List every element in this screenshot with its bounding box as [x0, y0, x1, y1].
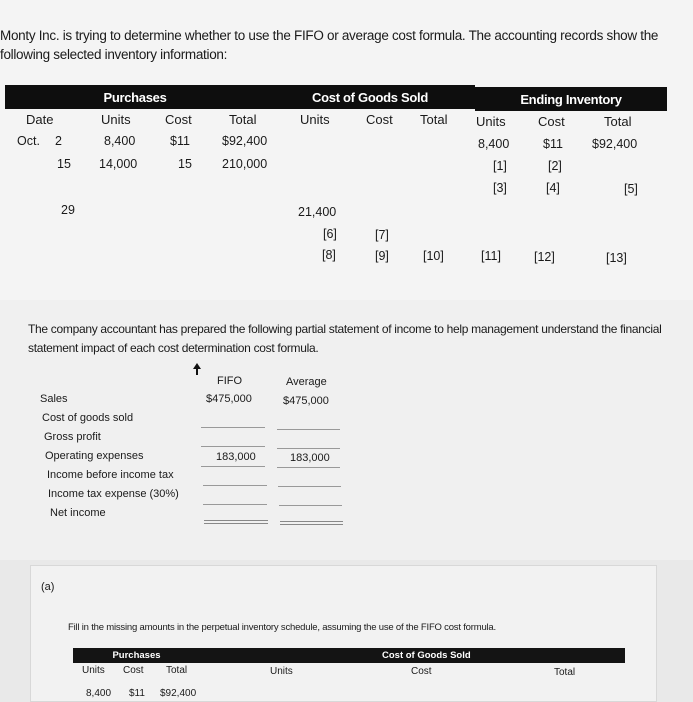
blank-5[interactable]: [5]	[624, 182, 638, 196]
gross-fifo-input[interactable]	[201, 446, 265, 447]
col-date: Date	[26, 112, 54, 127]
blank-7[interactable]: [7]	[375, 228, 389, 242]
row4-day: 29	[61, 203, 75, 217]
col-purchase-units: Units	[101, 112, 131, 127]
income-ibt-label: Income before income tax	[47, 469, 174, 481]
ibt-average-input[interactable]	[278, 486, 341, 487]
row1-p-units: 8,400	[104, 134, 136, 148]
income-sales-average: $475,000	[283, 395, 329, 407]
income-col-average: Average	[286, 376, 327, 388]
row1-e-cost: $11	[543, 137, 563, 151]
income-sales-fifo: $475,000	[206, 393, 252, 405]
net-average-input[interactable]	[280, 521, 343, 525]
col-cogs-cost: Cost	[366, 112, 393, 127]
blank-8[interactable]: [8]	[322, 248, 336, 262]
mini-row-units: 8,400	[86, 688, 112, 699]
cogs-average-input[interactable]	[277, 429, 340, 430]
tax-average-input[interactable]	[279, 505, 342, 506]
income-tax-label: Income tax expense (30%)	[48, 488, 179, 500]
ibt-fifo-input[interactable]	[203, 485, 267, 486]
row1-day: 2	[55, 134, 62, 148]
row1-month: Oct.	[17, 134, 40, 148]
income-net-label: Net income	[50, 507, 106, 519]
income-opex-average: 183,000	[290, 452, 330, 464]
cursor-arrow-icon	[192, 362, 202, 376]
mini-col-cogs-units: Units	[270, 666, 293, 677]
mini-col-units: Units	[82, 665, 105, 676]
blank-6[interactable]: [6]	[323, 227, 337, 241]
problem-intro: Monty Inc. is trying to determine whether to use the FIFO or average cost formula. The accounting records show the following selected inventory information:	[0, 28, 659, 62]
row2-day: 15	[57, 157, 71, 171]
blank-13[interactable]: [13]	[606, 251, 627, 265]
col-ending-total: Total	[604, 114, 632, 129]
mini-row-total: $92,400	[160, 688, 197, 699]
blank-10[interactable]: [10]	[423, 249, 444, 263]
blank-1[interactable]: [1]	[493, 159, 507, 173]
income-cogs-label: Cost of goods sold	[42, 412, 134, 424]
mini-cogs-header: Cost of Goods Sold	[200, 648, 625, 663]
mini-col-cogs-cost: Cost	[411, 666, 432, 677]
row4-c-units: 21,400	[298, 205, 337, 219]
blank-11[interactable]: [11]	[481, 249, 501, 263]
cogs-header: Cost of Goods Sold	[265, 85, 475, 109]
opex-average-rule	[277, 467, 340, 468]
col-cogs-units: Units	[300, 112, 330, 127]
blank-4[interactable]: [4]	[546, 181, 560, 195]
blank-9[interactable]: [9]	[375, 249, 389, 263]
col-purchase-total: Total	[229, 112, 257, 127]
row2-p-units: 14,000	[99, 157, 138, 171]
mini-row-cost: $11	[129, 688, 145, 699]
income-gross-label: Gross profit	[44, 431, 101, 443]
part-a-panel	[30, 565, 657, 702]
row1-p-total: $92,400	[222, 134, 268, 148]
mini-col-total: Total	[166, 665, 188, 676]
blank-2[interactable]: [2]	[548, 159, 562, 173]
row2-p-total: 210,000	[222, 157, 268, 171]
col-ending-units: Units	[476, 114, 506, 129]
cogs-fifo-input[interactable]	[201, 427, 265, 428]
mini-col-cost: Cost	[123, 665, 144, 676]
income-opex-label: Operating expenses	[45, 450, 144, 462]
income-sales-label: Sales	[40, 393, 68, 405]
blank-12[interactable]: [12]	[534, 250, 555, 264]
purchases-header: Purchases	[5, 85, 265, 109]
statement-intro: The company accountant has prepared the following partial statement of income to help management understand the financial statement impact of each cost determination cost formula.	[28, 322, 662, 355]
col-purchase-cost: Cost	[165, 112, 192, 127]
ending-inventory-header: Ending Inventory	[475, 87, 667, 111]
mini-col-cogs-total: Total	[554, 667, 576, 678]
row1-p-cost: $11	[170, 134, 190, 148]
row1-e-total: $92,400	[592, 137, 638, 151]
opex-fifo-rule	[201, 466, 265, 467]
tax-fifo-input[interactable]	[203, 504, 267, 505]
gross-average-input[interactable]	[277, 448, 340, 449]
col-cogs-total: Total	[420, 112, 448, 127]
row1-e-units: 8,400	[478, 137, 510, 151]
row2-p-cost: 15	[178, 157, 192, 171]
blank-3[interactable]: [3]	[493, 181, 507, 195]
col-ending-cost: Cost	[538, 114, 565, 129]
part-a-label: (a)	[41, 581, 55, 593]
mini-purchases-header: Purchases	[73, 648, 200, 663]
income-col-fifo: FIFO	[217, 375, 243, 387]
part-a-instruction: Fill in the missing amounts in the perpetual inventory schedule, assuming the use of the FIFO cost formula.	[68, 622, 496, 633]
income-opex-fifo: 183,000	[216, 451, 256, 463]
net-fifo-input[interactable]	[204, 520, 268, 524]
